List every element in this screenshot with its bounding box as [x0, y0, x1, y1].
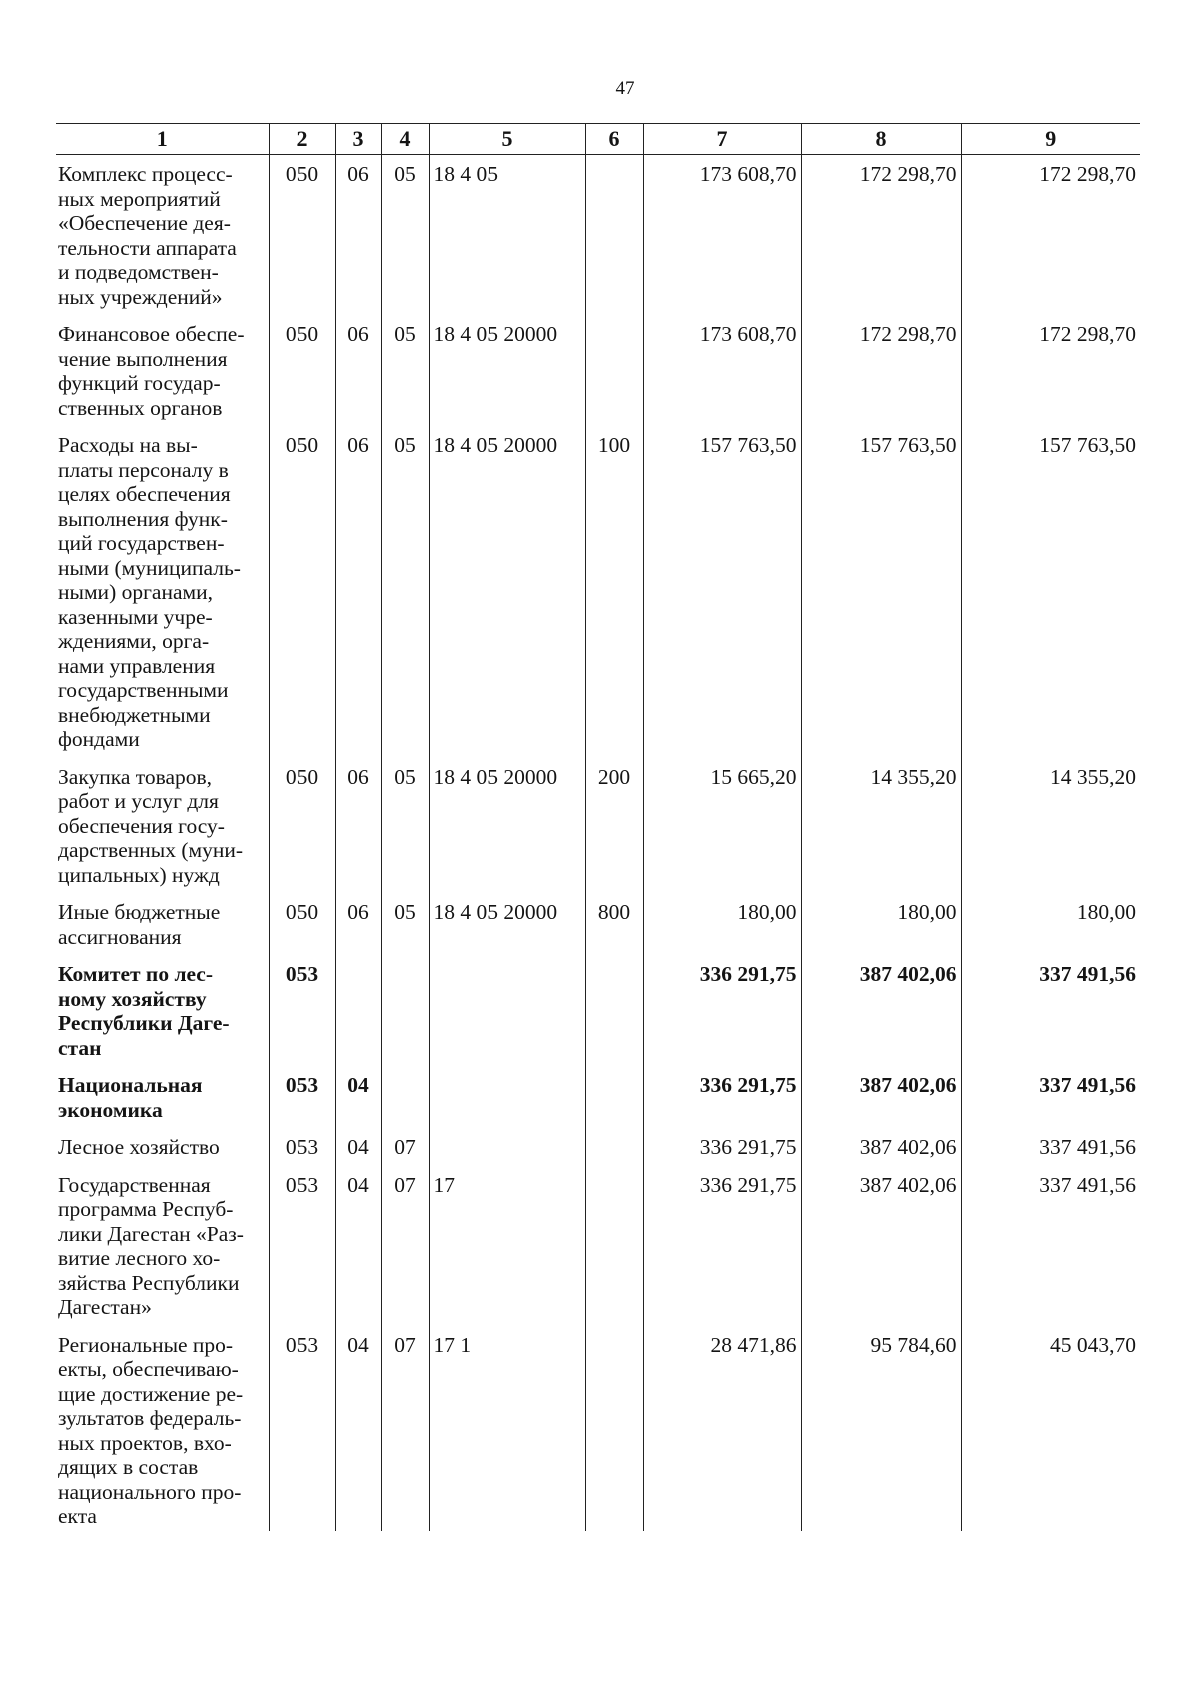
table-row — [56, 1066, 1140, 1128]
grbs-code: 050 — [269, 426, 335, 758]
amount-col9: 337 491,56 — [961, 1166, 1140, 1326]
grbs-code: 050 — [269, 155, 335, 316]
grbs-code: 050 — [269, 893, 335, 955]
target-article-code: 18 4 05 — [429, 155, 585, 316]
target-article-code — [429, 955, 585, 1066]
header-cell: 6 — [585, 124, 643, 155]
amount-col8: 172 298,70 — [801, 315, 961, 426]
row-name: Комитет по лес- ному хозяйству Республики Даге- стан — [58, 962, 230, 1060]
row-name: Лесное хозяйство — [58, 1135, 220, 1159]
amount-col8: 387 402,06 — [801, 1066, 961, 1128]
expense-type-code: 200 — [585, 758, 643, 894]
section-code: 06 — [335, 426, 381, 758]
expense-type-code — [585, 1128, 643, 1166]
expense-type-code — [585, 1066, 643, 1128]
row-name: Национальная экономика — [58, 1073, 203, 1122]
page-number: 47 — [615, 78, 635, 99]
amount-col9: 157 763,50 — [961, 426, 1140, 758]
header-cell: 3 — [335, 124, 381, 155]
row-name: Иные бюджетные ассигнования — [58, 900, 221, 949]
amount-col9: 337 491,56 — [961, 955, 1140, 1066]
subsection-code: 05 — [381, 893, 429, 955]
row-name: Государственная программа Респуб- лики Дагестан «Раз- витие лесного хо- зяйства Республики Дагестан» — [58, 1172, 244, 1319]
amount-col8: 387 402,06 — [801, 955, 961, 1066]
table-row — [56, 315, 1140, 426]
table-row — [56, 955, 1140, 1066]
amount-col8: 172 298,70 — [801, 155, 961, 316]
amount-col8: 387 402,06 — [801, 1166, 961, 1326]
section-code: 06 — [335, 758, 381, 894]
amount-col9: 172 298,70 — [961, 155, 1140, 316]
subsection-code: 07 — [381, 1326, 429, 1531]
header-cell: 1 — [56, 124, 269, 155]
section-code: 04 — [335, 1166, 381, 1326]
expense-type-code — [585, 955, 643, 1066]
grbs-code: 053 — [269, 1326, 335, 1531]
target-article-code: 18 4 05 20000 — [429, 426, 585, 758]
table-row — [56, 426, 1140, 758]
section-code: 06 — [335, 315, 381, 426]
section-code: 04 — [335, 1128, 381, 1166]
amount-col8: 157 763,50 — [801, 426, 961, 758]
grbs-code: 053 — [269, 955, 335, 1066]
expense-type-code — [585, 155, 643, 316]
target-article-code: 17 — [429, 1166, 585, 1326]
subsection-code — [381, 1066, 429, 1128]
table-row — [56, 893, 1140, 955]
amount-col7: 173 608,70 — [643, 315, 801, 426]
amount-col8: 95 784,60 — [801, 1326, 961, 1531]
target-article-code: 18 4 05 20000 — [429, 758, 585, 894]
table-row — [56, 1326, 1140, 1531]
grbs-code: 050 — [269, 315, 335, 426]
table-row — [56, 758, 1140, 894]
amount-col8: 387 402,06 — [801, 1128, 961, 1166]
section-code: 06 — [335, 155, 381, 316]
section-code — [335, 955, 381, 1066]
subsection-code: 05 — [381, 315, 429, 426]
budget-table — [56, 123, 1140, 1531]
amount-col9: 180,00 — [961, 893, 1140, 955]
grbs-code: 053 — [269, 1066, 335, 1128]
amount-col7: 336 291,75 — [643, 1166, 801, 1326]
amount-col7: 336 291,75 — [643, 1128, 801, 1166]
target-article-code: 18 4 05 20000 — [429, 315, 585, 426]
amount-col9: 337 491,56 — [961, 1128, 1140, 1166]
subsection-code: 07 — [381, 1166, 429, 1326]
row-name: Финансовое обеспе- чение выполнения функций государ- ственных органов — [58, 322, 245, 420]
target-article-code — [429, 1066, 585, 1128]
amount-col7: 157 763,50 — [643, 426, 801, 758]
header-cell: 9 — [961, 124, 1140, 155]
table-row — [56, 1166, 1140, 1326]
row-name: Закупка товаров, работ и услуг для обеспечения госу- дарственных (муни- ципальных) нужд — [58, 764, 244, 887]
subsection-code: 07 — [381, 1128, 429, 1166]
amount-col8: 14 355,20 — [801, 758, 961, 894]
amount-col7: 28 471,86 — [643, 1326, 801, 1531]
section-code: 06 — [335, 893, 381, 955]
expense-type-code — [585, 315, 643, 426]
grbs-code: 050 — [269, 758, 335, 894]
table-body — [56, 155, 1140, 1531]
amount-col8: 180,00 — [801, 893, 961, 955]
subsection-code: 05 — [381, 758, 429, 894]
amount-col9: 337 491,56 — [961, 1066, 1140, 1128]
amount-col7: 336 291,75 — [643, 955, 801, 1066]
amount-col9: 14 355,20 — [961, 758, 1140, 894]
subsection-code: 05 — [381, 426, 429, 758]
amount-col7: 180,00 — [643, 893, 801, 955]
header-cell: 4 — [381, 124, 429, 155]
header-cell: 5 — [429, 124, 585, 155]
header-cell: 8 — [801, 124, 961, 155]
subsection-code — [381, 955, 429, 1066]
amount-col7: 336 291,75 — [643, 1066, 801, 1128]
expense-type-code: 100 — [585, 426, 643, 758]
target-article-code — [429, 1128, 585, 1166]
amount-col9: 45 043,70 — [961, 1326, 1140, 1531]
header-cell: 2 — [269, 124, 335, 155]
amount-col7: 15 665,20 — [643, 758, 801, 894]
grbs-code: 053 — [269, 1166, 335, 1326]
amount-col7: 173 608,70 — [643, 155, 801, 316]
amount-col9: 172 298,70 — [961, 315, 1140, 426]
table-row — [56, 155, 1140, 316]
header-cell: 7 — [643, 124, 801, 155]
expense-type-code: 800 — [585, 893, 643, 955]
section-code: 04 — [335, 1066, 381, 1128]
subsection-code: 05 — [381, 155, 429, 316]
grbs-code: 053 — [269, 1128, 335, 1166]
expense-type-code — [585, 1166, 643, 1326]
table-row — [56, 1128, 1140, 1166]
header-row — [56, 124, 1140, 155]
row-name: Комплекс процесс- ных мероприятий «Обеспечение дея- тельности аппарата и подведомствен- ных учреждений» — [58, 162, 237, 309]
row-name: Региональные про- екты, обеспечиваю- щие достижение ре- зультатов федераль- ных проектов, вхо- дящих в состав национального про- екта — [58, 1332, 244, 1528]
target-article-code: 18 4 05 20000 — [429, 893, 585, 955]
row-name: Расходы на вы- платы персоналу в целях обеспечения выполнения функ- ций государствен- ными (муниципаль- ными) органами, казенными учре- ждениями, орга- нами управления государственными внебюджетными фондами — [58, 433, 241, 751]
expense-type-code — [585, 1326, 643, 1531]
target-article-code: 17 1 — [429, 1326, 585, 1531]
section-code: 04 — [335, 1326, 381, 1531]
